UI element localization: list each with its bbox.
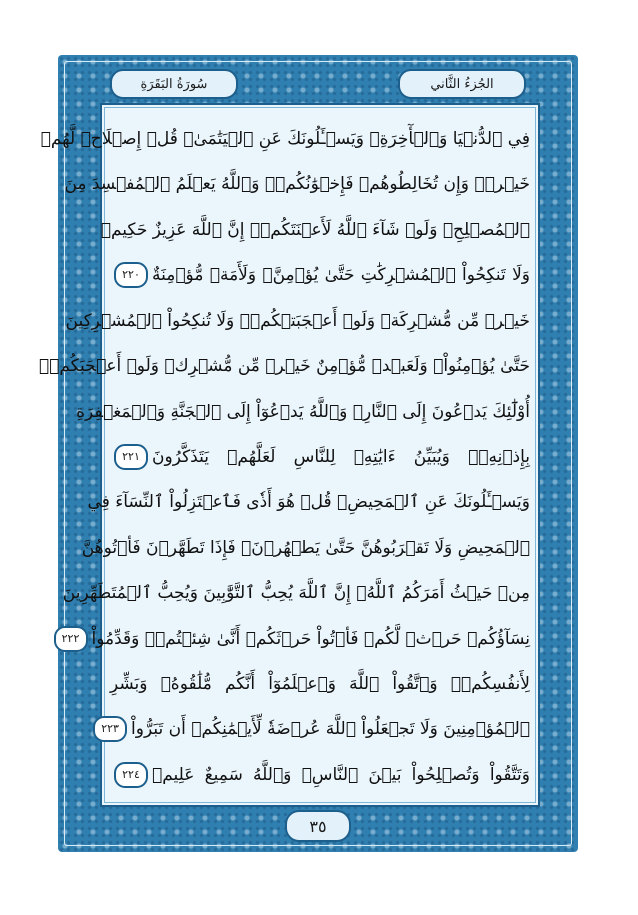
verse-line (65, 301, 530, 341)
verse-line-text: وَتَتَّقُواْ وَتُصۡلِحُواْ بَيۡنَ ٱلنَّاسِۚ وَٱللَّهُ سَمِيعٌ عَلِيمٞ (152, 764, 530, 785)
verse-line (61, 619, 530, 659)
verse-line (62, 573, 530, 613)
verse-line-text: نِسَآؤُكُمۡ حَرۡثٞ لَّكُمۡ فَأۡتُواْ حَرۡثَكُمۡ أَنَّىٰ شِئۡتُمۡۖ وَقَدِّمُواْ (91, 628, 530, 649)
verse-line (87, 482, 530, 522)
verse-line (110, 755, 530, 795)
verse-line (38, 346, 530, 386)
verse-line-text: وَلَا تَنكِحُواْ ٱلۡمُشۡرِكَٰتِ حَتَّىٰ يُؤۡمِنَّۚ وَلَأَمَةٞ مُّؤۡمِنَةٌ (152, 265, 530, 286)
verse-line (110, 437, 530, 477)
verse-line (100, 210, 530, 250)
page-number-badge (285, 810, 351, 842)
verse-line-text: خَيۡرٞۖ وَإِن تُخَالِطُوهُمۡ فَإِخۡوَٰنُكُمۡۚ وَٱللَّهُ يَعۡلَمُ ٱلۡمُفۡسِدَ مِنَ (64, 174, 530, 195)
surah-name-header (110, 69, 238, 99)
ayah-number-marker: ٢٢٢ (54, 626, 88, 652)
verse-line-text: حَتَّىٰ يُؤۡمِنُواْۚ وَلَعَبۡدٞ مُّؤۡمِنٌ خَيۡرٞ مِّن مُّشۡرِكٖ وَلَوۡ أَعۡجَبَكُمۡۗ (38, 356, 530, 377)
verse-line (110, 664, 530, 704)
verse-lines (38, 119, 530, 795)
verse-line (64, 164, 530, 204)
verse-line (81, 528, 530, 568)
verse-line-text: ٱلۡمُؤۡمِنِينَ وَلَا تَجۡعَلُواْ ٱللَّهَ عُرۡضَةٗ لِّأَيۡمَٰنِكُمۡ أَن تَبَرُّواْ (131, 719, 530, 740)
juz-name-header (398, 69, 526, 99)
verse-line-text: أُوْلَٰٓئِكَ يَدۡعُونَ إِلَى ٱلنَّارِۖ وَٱللَّهُ يَدۡعُوٓاْ إِلَى ٱلۡجَنَّةِ وَٱلۡمَغۡفِرَةِ (76, 401, 530, 422)
verse-line-text: خَيۡرٞ مِّن مُّشۡرِكَةٖ وَلَوۡ أَعۡجَبَتۡكُمۡۗ وَلَا تُنكِحُواْ ٱلۡمُشۡرِكِينَ (65, 310, 530, 331)
page-number-text: ٣٥ (309, 816, 327, 836)
verse-line (76, 392, 530, 432)
verse-line-text: وَيَسۡـَٔلُونَكَ عَنِ ٱلۡمَحِيضِۖ قُلۡ هُوَ أَذٗى فَٱعۡتَزِلُواْ ٱلنِّسَآءَ فِي (87, 492, 530, 513)
verse-line-text: لِأَنفُسِكُمۡۚ وَٱتَّقُواْ ٱللَّهَ وَٱعۡلَمُوٓاْ أَنَّكُم مُّلَٰقُوهُۗ وَبَشِّرِ (110, 674, 530, 695)
verse-line-text: فِي ٱلدُّنۡيَا وَٱلۡأٓخِرَةِۗ وَيَسۡـَٔلُونَكَ عَنِ ٱلۡيَتَٰمَىٰۖ قُلۡ إِصۡلَاحٞ لَّهُمۡ (40, 129, 530, 149)
verse-line (110, 255, 530, 295)
verse-line-text: ٱلۡمَحِيضِ وَلَا تَقۡرَبُوهُنَّ حَتَّىٰ يَطۡهُرۡنَۖ فَإِذَا تَطَهَّرۡنَ فَأۡتُوهُنَّ (81, 537, 530, 558)
surah-name-text: سُورَةُ البَقَرَةِ (140, 76, 208, 92)
ayah-number-marker: ٢٢٠ (114, 262, 148, 288)
juz-name-text: الجُزءُ الثَّاني (430, 76, 494, 92)
verse-line-text: مِنۡ حَيۡثُ أَمَرَكُمُ ٱللَّهُۚ إِنَّ ٱللَّهَ يُحِبُّ ٱلتَّوَّٰبِينَ وَيُحِبُّ ٱلۡمُتَطَهِّرِينَ (62, 583, 530, 604)
verse-line (101, 709, 530, 749)
ayah-number-marker: ٢٢١ (114, 444, 148, 470)
verse-text-panel (38, 103, 540, 807)
page-ornamental-frame (38, 55, 578, 852)
ayah-number-marker: ٢٢٣ (93, 716, 127, 742)
verse-line (40, 119, 530, 159)
ayah-number-marker: ٢٢٤ (114, 762, 148, 788)
verse-line-text: ٱلۡمُصۡلِحِۚ وَلَوۡ شَآءَ ٱللَّهُ لَأَعۡنَتَكُمۡۚ إِنَّ ٱللَّهَ عَزِيزٌ حَكِيمٞ (100, 219, 530, 240)
verse-line-text: بِإِذۡنِهِۦۖ وَيُبَيِّنُ ءَايَٰتِهِۦ لِلنَّاسِ لَعَلَّهُمۡ يَتَذَكَّرُونَ (152, 446, 530, 467)
